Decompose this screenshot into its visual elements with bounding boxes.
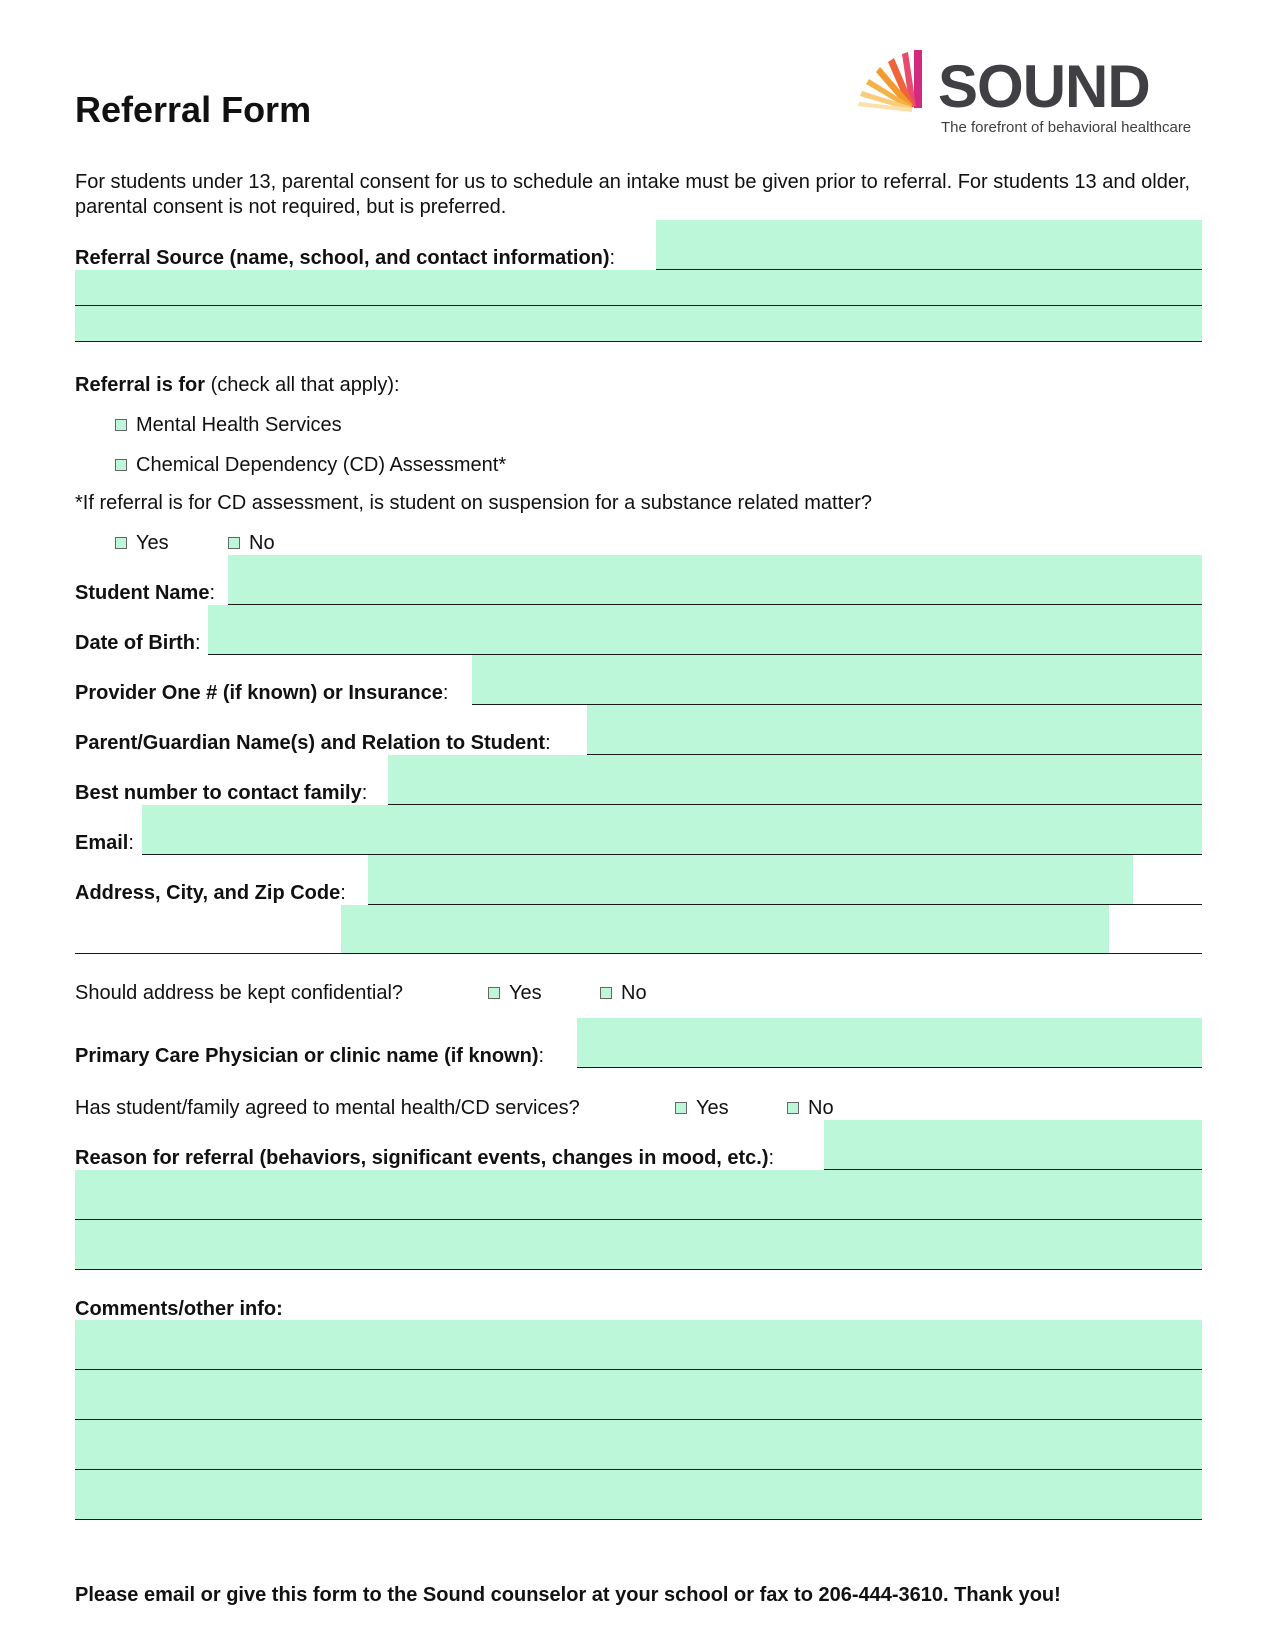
agreed-yes-label: Yes [696, 1097, 729, 1119]
student-name-label: Student Name: [75, 582, 216, 604]
best-number-field[interactable] [388, 755, 1202, 805]
address-underline-2 [75, 953, 1202, 954]
cd-assessment-option-label: Chemical Dependency (CD) Assessment* [136, 454, 507, 476]
referral-source-label: Referral Source (name, school, and contact information): [75, 247, 616, 269]
confidential-question: Should address be kept confidential? [75, 982, 404, 1004]
mental-health-option-label: Mental Health Services [136, 414, 342, 436]
confidential-no-label: No [621, 982, 647, 1004]
address-field-line-2[interactable] [341, 905, 1109, 954]
address-field[interactable] [368, 855, 1133, 905]
cd-suspension-yes-checkbox[interactable] [115, 537, 127, 549]
guardian-label: Parent/Guardian Name(s) and Relation to Student: [75, 732, 551, 754]
confidential-yes-label: Yes [509, 982, 542, 1004]
physician-label: Primary Care Physician or clinic name (if known): [75, 1045, 545, 1067]
footer-instructions: Please email or give this form to the Sound counselor at your school or fax to 206-444-3610. Thank you! [75, 1584, 1061, 1606]
sound-logo [858, 50, 1208, 140]
email-field[interactable] [142, 805, 1202, 855]
comments-field-line-1[interactable] [75, 1320, 1202, 1370]
student-name-field[interactable] [228, 555, 1202, 605]
agreed-no-checkbox[interactable] [787, 1102, 799, 1114]
mental-health-checkbox[interactable] [115, 419, 127, 431]
cd-suspension-yes-label: Yes [136, 532, 169, 554]
reason-label: Reason for referral (behaviors, significant events, changes in mood, etc.): [75, 1147, 775, 1169]
referral-source-field[interactable] [656, 220, 1202, 270]
agreed-question: Has student/family agreed to mental health/CD services? [75, 1097, 580, 1119]
cd-assessment-checkbox[interactable] [115, 459, 127, 471]
page-title: Referral Form [75, 89, 312, 130]
physician-field[interactable] [577, 1018, 1202, 1068]
comments-field-line-4[interactable] [75, 1470, 1202, 1520]
provider-label: Provider One # (if known) or Insurance: [75, 682, 449, 704]
cd-suspension-question: *If referral is for CD assessment, is student on suspension for a substance related matter? [75, 492, 873, 514]
reason-field[interactable] [824, 1120, 1202, 1170]
confidential-no-checkbox[interactable] [600, 987, 612, 999]
reason-field-line-3[interactable] [75, 1220, 1202, 1270]
logo-wordmark: SOUND [938, 53, 1150, 120]
sunburst-logo-icon [858, 50, 930, 112]
comments-field-line-2[interactable] [75, 1370, 1202, 1420]
agreed-no-label: No [808, 1097, 834, 1119]
confidential-yes-checkbox[interactable] [488, 987, 500, 999]
cd-suspension-no-checkbox[interactable] [228, 537, 240, 549]
referral-for-label: Referral is for (check all that apply): [75, 374, 400, 396]
reason-field-line-2[interactable] [75, 1170, 1202, 1220]
logo-tagline: The forefront of behavioral healthcare [941, 119, 1192, 136]
agreed-yes-checkbox[interactable] [675, 1102, 687, 1114]
best-number-label: Best number to contact family: [75, 782, 368, 804]
provider-field[interactable] [472, 655, 1202, 705]
dob-field[interactable] [208, 605, 1202, 655]
cd-suspension-no-label: No [249, 532, 275, 554]
comments-label: Comments/other info: [75, 1298, 283, 1320]
email-label: Email: [75, 832, 134, 854]
intro-text: For students under 13, parental consent for us to schedule an intake must be given prior to referral. For students 13 and older, parental consent is not required, but is preferred. [75, 171, 1191, 218]
dob-label: Date of Birth: [75, 632, 201, 654]
comments-field-line-3[interactable] [75, 1420, 1202, 1470]
referral-source-line-3[interactable] [75, 306, 1202, 342]
referral-source-line-2[interactable] [75, 270, 1202, 306]
address-label: Address, City, and Zip Code: [75, 882, 346, 904]
guardian-field[interactable] [587, 705, 1202, 755]
